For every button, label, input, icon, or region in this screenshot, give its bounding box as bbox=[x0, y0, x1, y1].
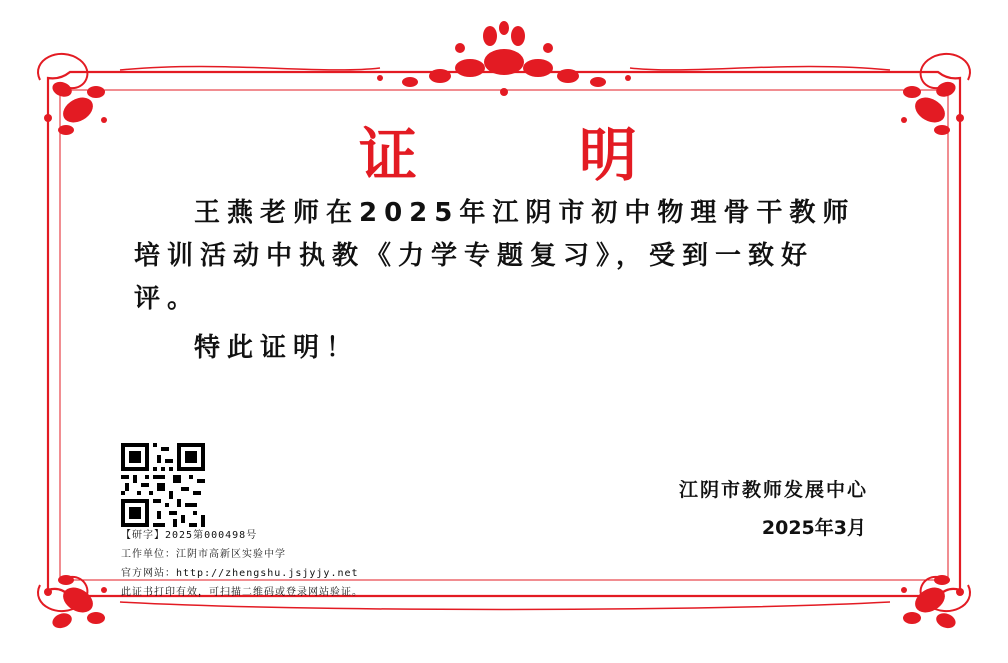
body-paragraph-1 bbox=[134, 192, 874, 321]
floral-top-ornament bbox=[377, 21, 631, 96]
verification-note: 此证书打印有效，可扫描二维码或登录网站验证。 bbox=[121, 587, 363, 598]
website-link[interactable]: 官方网站：http://zhengshu.jsjyjy.net bbox=[121, 568, 359, 579]
certificate-body bbox=[134, 192, 874, 370]
qr-code-icon[interactable] bbox=[121, 443, 205, 527]
issue-date: 2025年3月 bbox=[761, 517, 866, 539]
work-unit: 工作单位：江阴市高新区实验中学 bbox=[121, 549, 286, 560]
body-paragraph-2: 特此证明！ bbox=[194, 333, 360, 363]
cert-number: 【研字】2025第000498号 bbox=[121, 530, 258, 541]
body-text-1: 王燕老师在2025年江阴市初中物理骨干教师培训活动中执教《力学专题复习》，受到一致好评。 bbox=[134, 198, 856, 314]
issuer-name: 江阴市教师发展中心 bbox=[678, 479, 868, 501]
certificate-title: 证 明 bbox=[358, 121, 689, 189]
